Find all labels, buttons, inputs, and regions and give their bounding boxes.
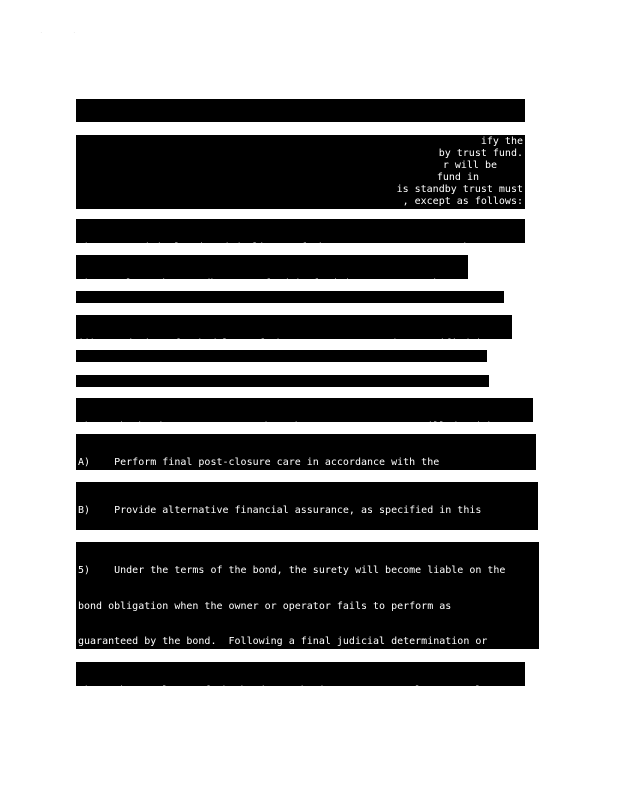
paragraph-3-redacted [76, 135, 525, 209]
text-line: A) Perform final post-closure care in accordance with the [78, 457, 440, 469]
text-line: 5) Under the terms of the bond, the surety will become liable on the [78, 565, 506, 577]
item-iv [76, 375, 489, 387]
text-fragment: , except as follows: [402, 196, 523, 207]
text-fragment: r will be [442, 160, 497, 171]
text-fragment: by trust fund. [438, 148, 523, 159]
scan-speck: · [40, 30, 43, 35]
text-line: B) Provide alternative financial assurance, as specified in this [78, 505, 482, 517]
text-fragment: fund in [436, 172, 479, 183]
text-line [78, 278, 466, 279]
text-line: guaranteed by the bond. Following a final judicial determination or [78, 635, 488, 647]
text-fragment: is standby trust must [396, 184, 523, 195]
paragraph-5 [76, 542, 539, 649]
paragraph-2 [76, 99, 525, 122]
paragraph-4B [76, 482, 538, 530]
paragraph-4 [76, 398, 533, 422]
paragraph-6 [76, 662, 525, 686]
scan-speck: · [73, 30, 76, 35]
item-iii [76, 350, 487, 362]
item-ii [76, 315, 512, 339]
paragraph-A [76, 219, 525, 243]
text-line [78, 242, 523, 243]
paragraph-B [76, 255, 468, 279]
text-line: bond obligation when the owner or operator fails to perform as [78, 600, 452, 612]
text-line [78, 421, 531, 422]
paragraph-4A [76, 434, 536, 470]
text-fragment: ify the [480, 136, 523, 147]
item-i [76, 291, 504, 303]
text-line [78, 338, 510, 339]
text-line [78, 685, 523, 686]
